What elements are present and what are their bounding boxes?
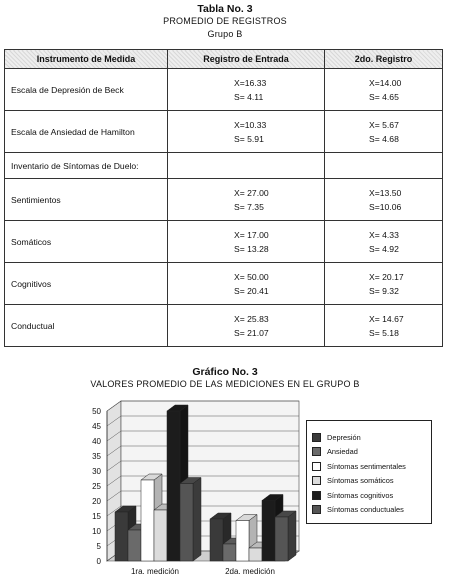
y-tick-label: 25 [92,482,101,491]
legend-swatch [312,433,321,442]
entrada-desviacion: S= 5.91 [234,133,264,144]
segundo-media: X= 4.33 [369,229,399,240]
bar [180,478,201,561]
x-category-label: 2da. medición [225,567,275,576]
bar-front [210,519,223,561]
table-row [5,179,443,221]
segundo-media: X= 14.67 [369,313,404,324]
segundo-registro-cell [325,305,443,347]
legend-label: Síntomas cognitivos [327,490,394,500]
table-header-row [5,50,443,69]
entrada-media: X= 17.00 [234,229,269,240]
table-row [5,153,443,179]
y-tick-label: 5 [96,542,101,551]
bar-front [236,521,249,562]
legend-label: Ansiedad [327,447,358,456]
segundo-desviacion: S= 4.65 [369,91,399,102]
bar-front [275,517,288,561]
bar-front [262,500,275,561]
y-tick-label: 45 [92,422,101,431]
bar-front [115,512,128,561]
entrada-media: X= 27.00 [234,187,269,198]
y-tick-label: 15 [92,512,101,521]
table-group: Grupo B [207,29,243,39]
segundo-registro-cell [325,153,443,179]
y-tick-label: 10 [92,527,101,536]
entrada-media: X=16.33 [234,77,267,88]
row-label: Inventario de Síntomas de Duelo: [5,153,168,179]
segundo-registro-cell [325,179,443,221]
row-label: Somáticos [5,221,168,263]
table-row [5,305,443,347]
legend-swatch [312,447,321,456]
entrada-media: X= 25.83 [234,313,269,324]
table-row [5,69,443,111]
segundo-desviacion: S= 5.18 [369,327,399,338]
entrada-desviacion: S= 21.07 [234,327,269,338]
legend-item [312,476,394,486]
entrada-media: X= 50.00 [234,271,269,282]
legend-label: Síntomas somáticos [327,476,394,485]
row-label: Escala de Depresión de Beck [5,69,168,111]
table-row [5,221,443,263]
y-tick-label: 35 [92,452,101,461]
bar-front [167,411,180,561]
row-label: Conductual [5,305,168,347]
legend-swatch [312,476,321,485]
segundo-media: X=13.50 [369,187,402,198]
bar-front [180,484,193,561]
bar-front [223,544,236,561]
legend-swatch [312,462,321,471]
bar-side [288,511,296,561]
bar-front [154,510,167,561]
segundo-media: X= 5.67 [369,119,399,130]
legend-label: Síntomas conductuales [327,505,404,514]
y-tick-label: 40 [92,437,101,446]
y-tick-label: 30 [92,467,101,476]
legend-label: Síntomas sentimentales [327,461,406,471]
table-subtitle: PROMEDIO DE REGISTROS [163,16,287,26]
y-tick-label: 0 [96,557,101,566]
registro-entrada-cell [168,153,325,179]
y-tick-label: 50 [92,407,101,416]
row-label: Sentimientos [5,179,168,221]
segundo-registro-cell [325,111,443,153]
segundo-desviacion: S= 4.92 [369,243,399,254]
table-title: Tabla No. 3 [197,3,253,15]
x-category-label: 1ra. medición [130,567,180,576]
legend-item [312,505,404,515]
graph-title: Gráfico No. 3 [192,366,258,378]
legend-item [312,461,406,471]
segundo-desviacion: S= 9.32 [369,285,399,296]
segundo-media: X= 20.17 [369,271,404,282]
segundo-registro-cell [325,221,443,263]
row-label: Escala de Ansiedad de Hamilton [5,111,168,153]
graph-subtitle: VALORES PROMEDIO DE LAS MEDICIONES EN EL GRUPO B [90,379,360,389]
legend-label: Depresión [327,432,361,442]
registro-entrada-cell [168,305,325,347]
segundo-media: X=14.00 [369,77,402,88]
bar-front [141,480,154,561]
bar-front [128,530,141,561]
table-row [5,111,443,153]
registro-entrada-cell [168,69,325,111]
col-registro-entrada: Registro de Entrada [168,50,325,69]
registro-entrada-cell [168,111,325,153]
registro-entrada-cell [168,221,325,263]
entrada-desviacion: S= 13.28 [234,243,269,254]
registro-entrada-cell [168,179,325,221]
row-label: Cognitivos [5,263,168,305]
table-row [5,263,443,305]
registros-table [4,49,443,347]
legend-item [312,447,358,457]
segundo-desviacion: S=10.06 [369,201,402,212]
legend-item [312,432,361,442]
entrada-desviacion: S= 20.41 [234,285,269,296]
col-instrumento: Instrumento de Medida [5,50,168,69]
registro-entrada-cell [168,263,325,305]
segundo-desviacion: S= 4.68 [369,133,399,144]
bar-side [193,478,201,561]
bar [275,511,296,561]
legend-swatch [312,491,321,500]
chart-legend [306,420,432,524]
col-segundo-registro: 2do. Registro [325,50,443,69]
entrada-media: X=10.33 [234,119,267,130]
legend-item [312,490,393,500]
segundo-registro-cell [325,263,443,305]
entrada-desviacion: S= 4.11 [234,91,264,102]
entrada-desviacion: S= 7.35 [234,201,264,212]
bar-front [249,548,262,561]
segundo-registro-cell [325,69,443,111]
legend-swatch [312,505,321,514]
y-tick-label: 20 [92,497,101,506]
